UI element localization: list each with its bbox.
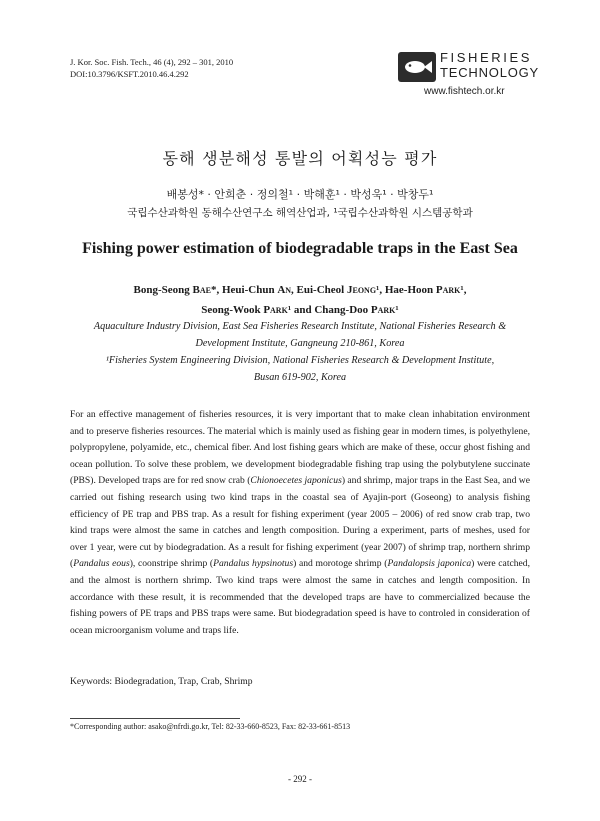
journal-line: J. Kor. Soc. Fish. Tech., 46 (4), 292 – 301, 2010 bbox=[70, 57, 234, 67]
author-family-name: Park bbox=[263, 304, 288, 316]
author-family-name: Park bbox=[370, 304, 396, 316]
affiliation-line: Busan 619-902, Korea bbox=[253, 372, 347, 383]
fish-logo-icon bbox=[398, 52, 436, 82]
author-family-name: Park bbox=[435, 284, 461, 296]
corresponding-author-footnote: *Corresponding author: asako@nfrdi.go.kr, Tel: 82-33-660-8523, Fax: 82-33-661-8513 bbox=[70, 722, 351, 731]
species-name: Pandalopsis japonica bbox=[387, 558, 472, 570]
affiliation-line: Aquaculture Industry Division, East Sea Fisheries Research Institute, National Fisheries Research & bbox=[93, 321, 507, 332]
abstract-text: ) and morotoge shrimp ( bbox=[293, 558, 388, 570]
korean-title: 동해 생분해성 통발의 어획성능 평가 bbox=[162, 149, 438, 168]
journal-logo bbox=[398, 48, 540, 104]
logo-text-technology: TECHNOLOGY bbox=[440, 65, 540, 80]
keywords: Keywords: Biodegradation, Trap, Crab, Shrimp bbox=[70, 676, 253, 687]
species-name: Pandalus hypsinotus bbox=[213, 558, 294, 570]
korean-authors: 배봉성* · 안희춘 · 정의철¹ · 박해훈¹ · 박성욱¹ · 박창두¹ bbox=[166, 188, 434, 201]
author-name: Eui-Cheol Jeong¹, bbox=[296, 284, 385, 296]
species-name: Chionoecetes japonicus bbox=[250, 475, 342, 487]
author-family-name: An bbox=[277, 284, 292, 296]
page-number: - 292 - bbox=[288, 774, 312, 784]
english-title: Fishing power estimation of biodegradable traps in the East Sea bbox=[82, 240, 518, 257]
abstract-text: ) were catched, and the almost is northern shrimp. Two kind traps were almost the same in catches and length composition. In accordance with these result, it is recommended that the developed traps are have to commercialized because the fishing powers of PE traps and PBS traps were same. But biodegradation speed is have to controled in consideration of ocean microorganism volume and traps life. bbox=[70, 558, 530, 636]
abstract bbox=[70, 407, 530, 639]
english-authors bbox=[60, 280, 540, 320]
affiliation-line: ¹Fisheries System Engineering Division, National Fisheries Research & Development Institute, bbox=[105, 355, 495, 366]
korean-affiliation: 국립수산과학원 동해수산연구소 해역산업과, ¹국립수산과학원 시스템공학과 bbox=[127, 207, 473, 219]
doi-line: DOI:10.3796/KSFT.2010.46.4.292 bbox=[70, 69, 189, 79]
author-name: Bong-Seong Bae*, bbox=[133, 284, 222, 296]
author-name: Chang-Doo Park¹ bbox=[314, 304, 399, 316]
abstract-text: ) and shrimp, major traps in the East Sea, and we carried out fishing research using two kind traps in the coastal sea of Ayajin-port (Goseong) to analysis fishing efficiency of PE trap and PBS trap. As a result for fishing experiment (year 2005 – 2006) of red snow crab trap, two kind traps were almost the same in catches and length composition. During a experiment, parts of meshes, used for over 1 year, were cut by biodegradation. As a result for fishing experiment (year 2007) of shrimp trap, northern shrimp ( bbox=[70, 475, 530, 570]
journal-citation bbox=[70, 56, 233, 80]
abstract-text: ), coonstripe shrimp ( bbox=[129, 558, 214, 570]
english-affiliation bbox=[60, 318, 540, 386]
author-name: Heui-Chun An, bbox=[221, 284, 297, 296]
species-name: Pandalus eous bbox=[73, 558, 130, 570]
logo-text-fisheries: FISHERIES bbox=[440, 50, 533, 65]
affiliation-line: Development Institute, Gangneung 210-861, Korea bbox=[195, 338, 405, 349]
journal-website: www.fishtech.or.kr bbox=[424, 86, 505, 97]
author-name: Hae-Hoon Park¹, bbox=[384, 284, 467, 296]
author-family-name: Bae bbox=[192, 284, 211, 296]
footnote-divider bbox=[70, 718, 240, 719]
author-family-name: Jeong bbox=[346, 284, 377, 296]
author-name: Seong-Wook Park¹ and bbox=[201, 304, 315, 316]
abstract-text: For an effective management of fisheries resources, it is very important that to make clean inhabitation environment and to preserve fisheries resources. The material which is mainly used as fishing gear in modern times, is polyethylene, polypropylene, polyamide, etc., chemical fiber. And lost fishing gears which are make of these, occur ghost fishing and ocean pollution. To solve these problem, we development biodegradable fishing trap using the polybutylene succinate (PBS). Developed traps are for red snow crab ( bbox=[70, 409, 530, 487]
